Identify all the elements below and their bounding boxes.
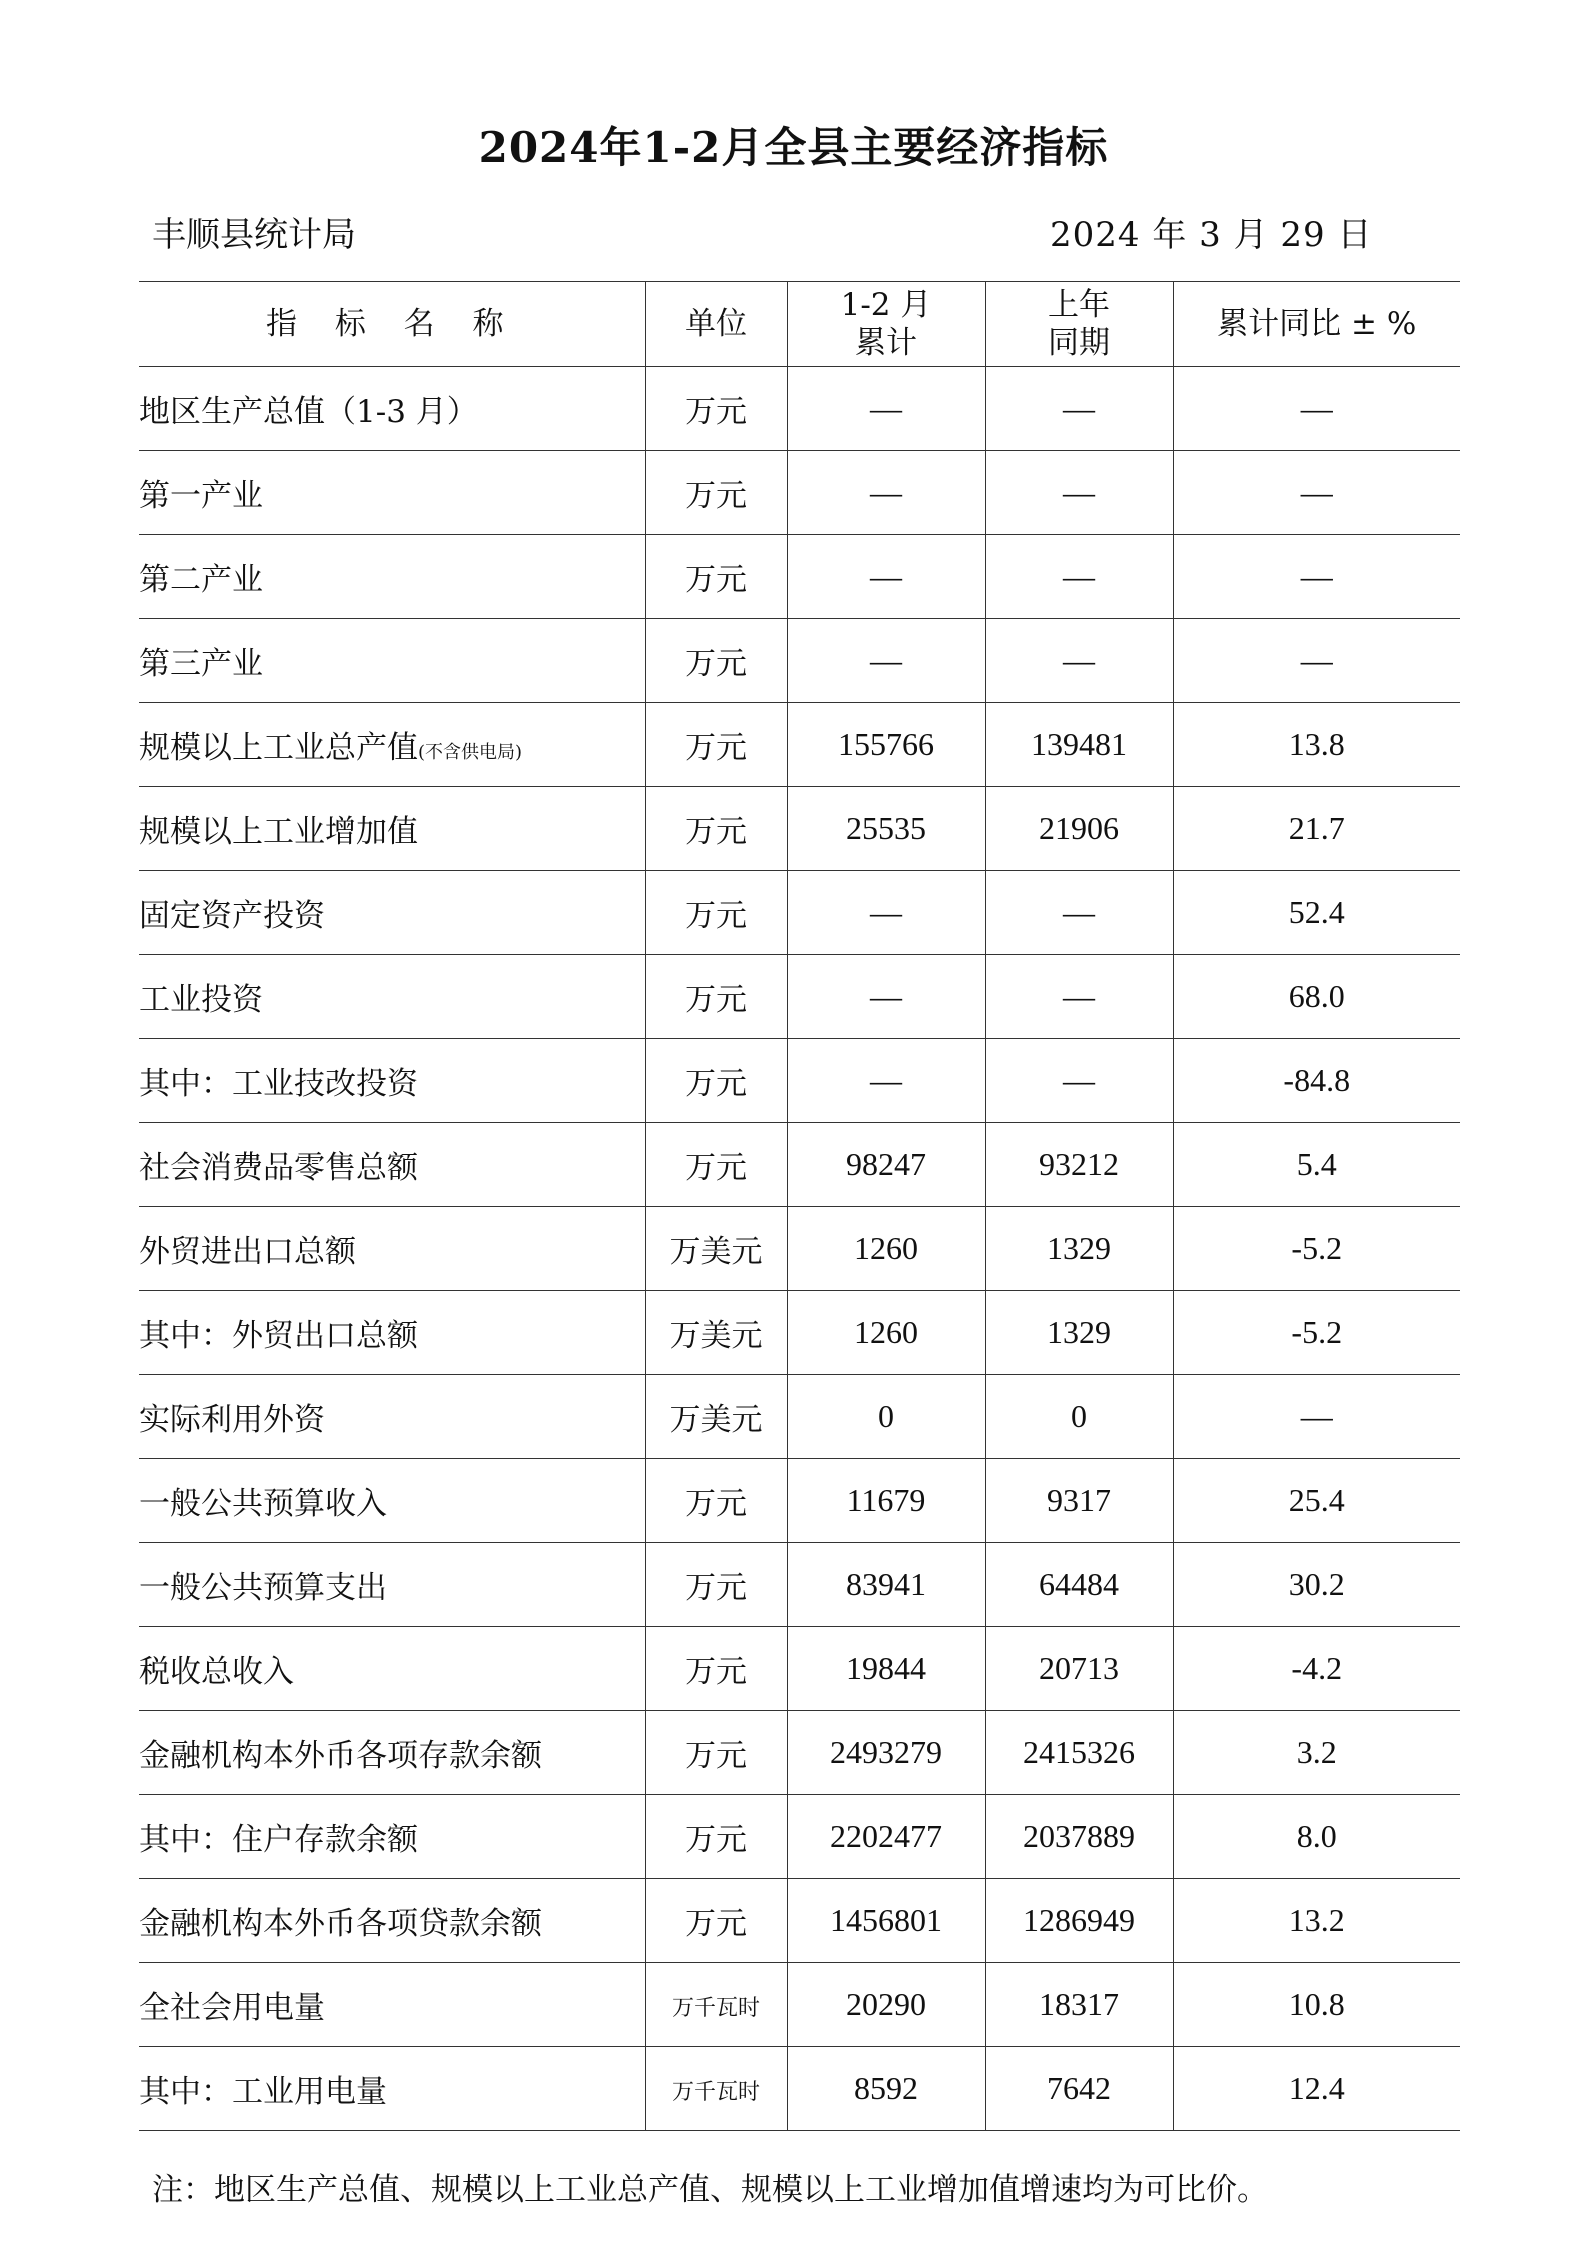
table-row — [139, 1459, 1460, 1543]
table-row — [139, 703, 1460, 787]
previous-value: 1329 — [985, 1291, 1173, 1375]
footnote: 注：地区生产总值、规模以上工业总产值、规模以上工业增加值增速均为可比价。 — [152, 2172, 1268, 2208]
yoy-value: -84.8 — [1173, 1039, 1460, 1123]
unit-value: 万元 — [685, 982, 747, 1018]
unit-value: 万元 — [685, 478, 747, 514]
current-value: 0 — [787, 1375, 985, 1459]
table-row — [139, 1795, 1460, 1879]
table-row — [139, 1879, 1460, 1963]
table-row — [139, 367, 1460, 451]
unit-cell — [645, 1039, 787, 1123]
header-current-cumulative: 1-2 月 累计 — [787, 282, 985, 367]
current-value: — — [787, 367, 985, 451]
indicator-name: 第一产业 — [139, 478, 263, 514]
unit-value: 万元 — [685, 814, 747, 850]
current-value: 98247 — [787, 1123, 985, 1207]
yoy-value: 13.8 — [1173, 703, 1460, 787]
indicator-name: 第三产业 — [139, 646, 263, 682]
unit-value: 万元 — [685, 1066, 747, 1102]
indicator-name-cell — [139, 1291, 645, 1375]
unit-cell — [645, 1627, 787, 1711]
current-value: 1260 — [787, 1291, 985, 1375]
unit-cell — [645, 1711, 787, 1795]
unit-value: 万元 — [685, 1570, 747, 1606]
yoy-value: — — [1173, 367, 1460, 451]
indicator-name: 第二产业 — [139, 562, 263, 598]
table-row — [139, 619, 1460, 703]
header-unit: 单位 — [645, 282, 787, 367]
previous-value: 1329 — [985, 1207, 1173, 1291]
yoy-value: -5.2 — [1173, 1291, 1460, 1375]
indicator-name: 社会消费品零售总额 — [139, 1150, 418, 1186]
indicator-name-cell — [139, 1459, 645, 1543]
yoy-value: -4.2 — [1173, 1627, 1460, 1711]
table-row — [139, 1291, 1460, 1375]
current-value: — — [787, 535, 985, 619]
indicator-name-cell — [139, 787, 645, 871]
yoy-value: 30.2 — [1173, 1543, 1460, 1627]
table-row — [139, 1039, 1460, 1123]
table-row — [139, 1711, 1460, 1795]
indicator-name: 一般公共预算收入 — [139, 1486, 387, 1522]
indicator-name-cell — [139, 1375, 645, 1459]
unit-cell — [645, 955, 787, 1039]
unit-cell — [645, 367, 787, 451]
unit-cell — [645, 787, 787, 871]
unit-value: 万美元 — [669, 1234, 763, 1270]
yoy-value: 12.4 — [1173, 2047, 1460, 2131]
unit-value: 万元 — [685, 1486, 747, 1522]
indicator-name-cell — [139, 871, 645, 955]
current-value: 2202477 — [787, 1795, 985, 1879]
unit-cell — [645, 1291, 787, 1375]
table-body — [139, 367, 1460, 2131]
indicator-name-cell — [139, 367, 645, 451]
indicator-name-cell — [139, 1123, 645, 1207]
yoy-value: 3.2 — [1173, 1711, 1460, 1795]
current-value: 8592 — [787, 2047, 985, 2131]
table-row — [139, 1963, 1460, 2047]
indicator-name-cell — [139, 1207, 645, 1291]
indicator-name-cell — [139, 1039, 645, 1123]
unit-cell — [645, 2047, 787, 2131]
table-row — [139, 1627, 1460, 1711]
table-row — [139, 1375, 1460, 1459]
indicator-name: 地区生产总值（1-3 月） — [139, 394, 478, 430]
unit-value: 万元 — [685, 646, 747, 682]
unit-value: 万元 — [685, 1906, 747, 1942]
current-value: — — [787, 871, 985, 955]
yoy-value: 13.2 — [1173, 1879, 1460, 1963]
unit-value: 万美元 — [669, 1402, 763, 1438]
indicator-name: 一般公共预算支出 — [139, 1570, 387, 1606]
indicator-name-cell — [139, 703, 645, 787]
table-row — [139, 871, 1460, 955]
previous-value: — — [985, 619, 1173, 703]
indicator-name: 金融机构本外币各项贷款余额 — [139, 1906, 542, 1942]
current-value: 11679 — [787, 1459, 985, 1543]
indicator-name: 全社会用电量 — [139, 1990, 325, 2026]
unit-value: 万元 — [685, 730, 747, 766]
unit-value: 万美元 — [669, 1318, 763, 1354]
indicator-name-cell — [139, 955, 645, 1039]
current-value: 83941 — [787, 1543, 985, 1627]
previous-value: 7642 — [985, 2047, 1173, 2131]
unit-cell — [645, 451, 787, 535]
table-row — [139, 535, 1460, 619]
unit-value: 万千瓦时 — [671, 2079, 760, 2105]
yoy-value: — — [1173, 535, 1460, 619]
unit-cell — [645, 1375, 787, 1459]
yoy-value: — — [1173, 451, 1460, 535]
current-value: 20290 — [787, 1963, 985, 2047]
document-title: 2024年1-2月全县主要经济指标 — [478, 123, 1109, 172]
indicator-name: 其中：住户存款余额 — [139, 1822, 418, 1858]
yoy-value: 8.0 — [1173, 1795, 1460, 1879]
unit-cell — [645, 1543, 787, 1627]
indicator-name: 规模以上工业总产值 — [139, 730, 418, 766]
unit-value: 万元 — [685, 898, 747, 934]
previous-value: 20713 — [985, 1627, 1173, 1711]
current-value: 1260 — [787, 1207, 985, 1291]
indicator-name: 工业投资 — [139, 982, 263, 1018]
current-value: 155766 — [787, 703, 985, 787]
indicator-name: 其中：工业技改投资 — [139, 1066, 418, 1102]
current-value: 19844 — [787, 1627, 985, 1711]
unit-cell — [645, 1207, 787, 1291]
table-row — [139, 1207, 1460, 1291]
unit-value: 万元 — [685, 562, 747, 598]
unit-cell — [645, 535, 787, 619]
unit-cell — [645, 1963, 787, 2047]
indicator-name-cell — [139, 1963, 645, 2047]
indicator-name-cell — [139, 1711, 645, 1795]
indicator-name-cell — [139, 1879, 645, 1963]
indicator-name: 税收总收入 — [139, 1654, 294, 1690]
yoy-value: 68.0 — [1173, 955, 1460, 1039]
indicator-name: 金融机构本外币各项存款余额 — [139, 1738, 542, 1774]
indicator-name-cell — [139, 535, 645, 619]
indicator-name: 固定资产投资 — [139, 898, 325, 934]
indicator-name-cell — [139, 2047, 645, 2131]
issuer-name: 丰顺县统计局 — [152, 215, 356, 255]
table-row — [139, 1543, 1460, 1627]
previous-value: — — [985, 955, 1173, 1039]
previous-value: — — [985, 535, 1173, 619]
previous-value: — — [985, 367, 1173, 451]
yoy-value: 10.8 — [1173, 1963, 1460, 2047]
previous-value: 2415326 — [985, 1711, 1173, 1795]
current-value: — — [787, 1039, 985, 1123]
indicator-name: 实际利用外资 — [139, 1402, 325, 1438]
unit-cell — [645, 1795, 787, 1879]
table-header-row — [139, 282, 1460, 367]
current-value: — — [787, 619, 985, 703]
current-value: 25535 — [787, 787, 985, 871]
unit-cell — [645, 703, 787, 787]
previous-value: 18317 — [985, 1963, 1173, 2047]
table-row — [139, 955, 1460, 1039]
previous-value: 9317 — [985, 1459, 1173, 1543]
unit-cell — [645, 1879, 787, 1963]
previous-value: 1286949 — [985, 1879, 1173, 1963]
header-indicator-name: 指 标 名 称 — [139, 282, 645, 367]
yoy-value: 5.4 — [1173, 1123, 1460, 1207]
header-yoy-change: 累计同比 ± % — [1173, 282, 1460, 367]
unit-value: 万元 — [685, 394, 747, 430]
yoy-value: — — [1173, 619, 1460, 703]
previous-value: — — [985, 451, 1173, 535]
indicator-name-cell — [139, 619, 645, 703]
unit-value: 万元 — [685, 1150, 747, 1186]
table-row — [139, 2047, 1460, 2131]
yoy-value: 21.7 — [1173, 787, 1460, 871]
unit-value: 万元 — [685, 1654, 747, 1690]
yoy-value: — — [1173, 1375, 1460, 1459]
unit-cell — [645, 871, 787, 955]
indicator-name-cell — [139, 1627, 645, 1711]
indicator-name: 规模以上工业增加值 — [139, 814, 418, 850]
indicator-name-cell — [139, 451, 645, 535]
publish-date: 2024 年 3 月 29 日 — [1050, 215, 1373, 255]
unit-cell — [645, 619, 787, 703]
previous-value: 21906 — [985, 787, 1173, 871]
current-value: 2493279 — [787, 1711, 985, 1795]
unit-value: 万元 — [685, 1822, 747, 1858]
current-value: 1456801 — [787, 1879, 985, 1963]
indicator-note: (不含供电局) — [418, 742, 523, 763]
previous-value: 139481 — [985, 703, 1173, 787]
current-value: — — [787, 955, 985, 1039]
yoy-value: 52.4 — [1173, 871, 1460, 955]
previous-value: 2037889 — [985, 1795, 1173, 1879]
current-value: — — [787, 451, 985, 535]
indicator-name: 外贸进出口总额 — [139, 1234, 356, 1270]
table-row — [139, 787, 1460, 871]
unit-value: 万元 — [685, 1738, 747, 1774]
indicator-name: 其中：工业用电量 — [139, 2074, 387, 2110]
header-previous-period: 上年 同期 — [985, 282, 1173, 367]
previous-value: 0 — [985, 1375, 1173, 1459]
unit-cell — [645, 1123, 787, 1207]
previous-value: 64484 — [985, 1543, 1173, 1627]
previous-value: 93212 — [985, 1123, 1173, 1207]
indicator-name-cell — [139, 1543, 645, 1627]
indicator-name: 其中：外贸出口总额 — [139, 1318, 418, 1354]
table-row — [139, 451, 1460, 535]
yoy-value: -5.2 — [1173, 1207, 1460, 1291]
table-row — [139, 1123, 1460, 1207]
unit-cell — [645, 1459, 787, 1543]
previous-value: — — [985, 1039, 1173, 1123]
indicator-table — [139, 281, 1460, 2131]
unit-value: 万千瓦时 — [671, 1995, 760, 2021]
previous-value: — — [985, 871, 1173, 955]
indicator-name-cell — [139, 1795, 645, 1879]
yoy-value: 25.4 — [1173, 1459, 1460, 1543]
